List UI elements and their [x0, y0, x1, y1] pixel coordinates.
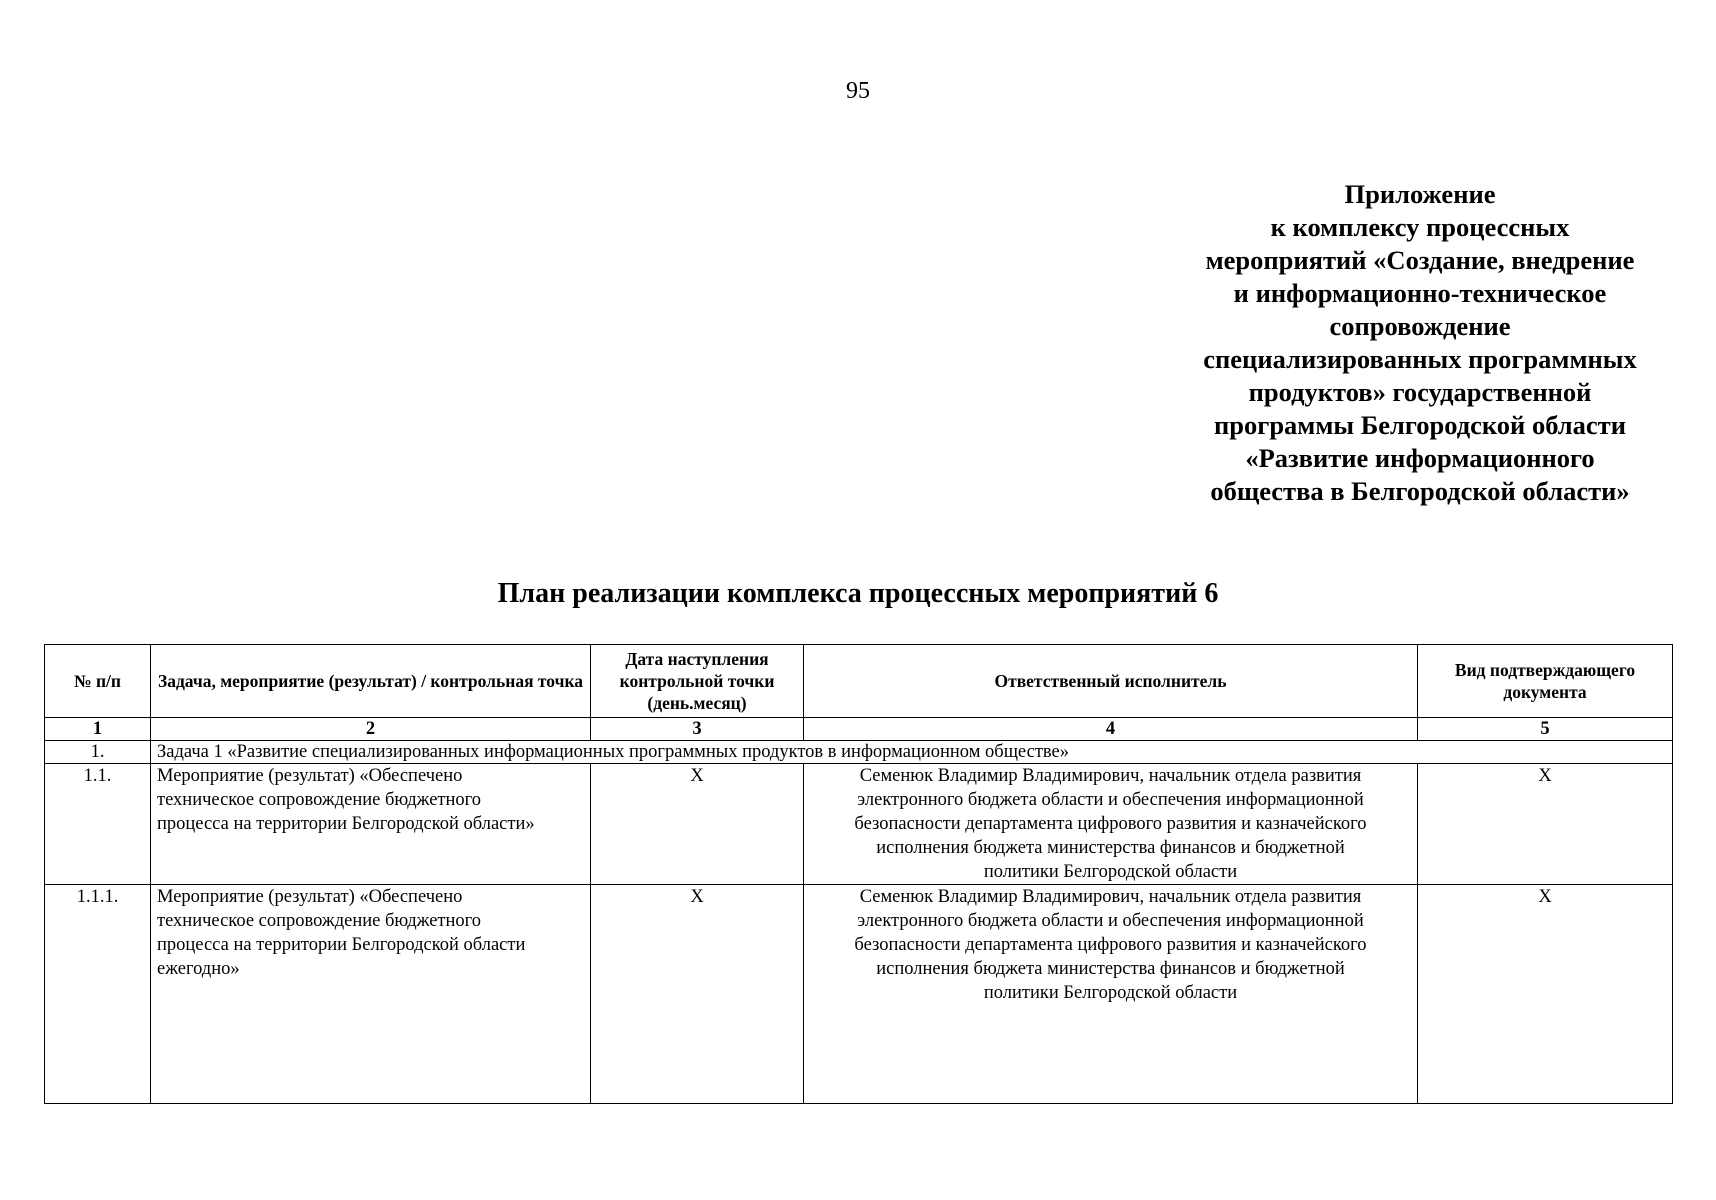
executor-line: политики Белгородской области	[983, 983, 1238, 1003]
column-number: 4	[804, 718, 1418, 741]
column-number: 3	[591, 718, 804, 741]
executor-line: исполнения бюджета министерства финансов и бюджетной	[876, 838, 1345, 858]
row-event	[151, 764, 591, 885]
appendix-caption	[1180, 178, 1660, 508]
executor-line: Семенюк Владимир Владимирович, начальник отдела развития	[859, 766, 1362, 786]
event-line: процесса на территории Белгородской области	[157, 935, 526, 955]
row-event	[151, 885, 591, 1104]
header-event: Задача, мероприятие (результат) / контрольная точка	[151, 645, 591, 718]
table-header-row	[45, 645, 1673, 718]
plan-title: План реализации комплекса процессных мероприятий 6	[497, 578, 1219, 609]
row-executor	[804, 764, 1418, 885]
appendix-line: продуктов» государственной	[1248, 377, 1592, 407]
event-line: техническое сопровождение бюджетного	[157, 790, 482, 810]
event-line: Мероприятие (результат) «Обеспечено	[157, 766, 463, 786]
executor-line: исполнения бюджета министерства финансов и бюджетной	[876, 959, 1345, 979]
row-date: X	[591, 885, 804, 1104]
task-row	[45, 741, 1673, 764]
row-document: X	[1418, 764, 1673, 885]
appendix-line: программы Белгородской области	[1214, 410, 1626, 440]
column-number-row	[45, 718, 1673, 741]
header-number: № п/п	[45, 645, 151, 718]
column-number: 2	[151, 718, 591, 741]
appendix-line: «Развитие информационного	[1245, 443, 1595, 473]
task-number: 1.	[45, 741, 151, 764]
row-number: 1.1.	[45, 764, 151, 885]
column-number: 1	[45, 718, 151, 741]
table-row	[45, 764, 1673, 885]
event-line: Мероприятие (результат) «Обеспечено	[157, 887, 463, 907]
appendix-line: Приложение	[1344, 179, 1496, 209]
event-line: ежегодно»	[157, 959, 240, 979]
executor-line: безопасности департамента цифрового развития и казначейского	[854, 814, 1367, 834]
plan-table	[44, 644, 1673, 1104]
header-executor: Ответственный исполнитель	[804, 645, 1418, 718]
row-date: X	[591, 764, 804, 885]
executor-line: электронного бюджета области и обеспечения информационной	[857, 790, 1364, 810]
appendix-line: к комплексу процессных	[1270, 212, 1570, 242]
appendix-line: специализированных программных	[1203, 344, 1637, 374]
executor-line: политики Белгородской области	[983, 862, 1238, 882]
task-text: Задача 1 «Развитие специализированных информационных программных продуктов в информационном обществе»	[151, 741, 1673, 764]
header-date: Дата наступления контрольной точки (день.месяц)	[591, 645, 804, 718]
appendix-line: мероприятий «Создание, внедрение	[1205, 245, 1635, 275]
page-number: 95	[846, 78, 870, 104]
column-number: 5	[1418, 718, 1673, 741]
row-number: 1.1.1.	[45, 885, 151, 1104]
appendix-line: и информационно-техническое	[1233, 278, 1607, 308]
event-line: техническое сопровождение бюджетного	[157, 911, 482, 931]
event-line: процесса на территории Белгородской области»	[157, 814, 535, 834]
executor-line: Семенюк Владимир Владимирович, начальник отдела развития	[859, 887, 1362, 907]
row-document: X	[1418, 885, 1673, 1104]
executor-line: безопасности департамента цифрового развития и казначейского	[854, 935, 1367, 955]
executor-line: электронного бюджета области и обеспечения информационной	[857, 911, 1364, 931]
header-document: Вид подтверждающего документа	[1418, 645, 1673, 718]
table-row	[45, 885, 1673, 1104]
row-executor	[804, 885, 1418, 1104]
appendix-line: сопровождение	[1329, 311, 1511, 341]
appendix-line: общества в Белгородской области»	[1210, 476, 1630, 506]
